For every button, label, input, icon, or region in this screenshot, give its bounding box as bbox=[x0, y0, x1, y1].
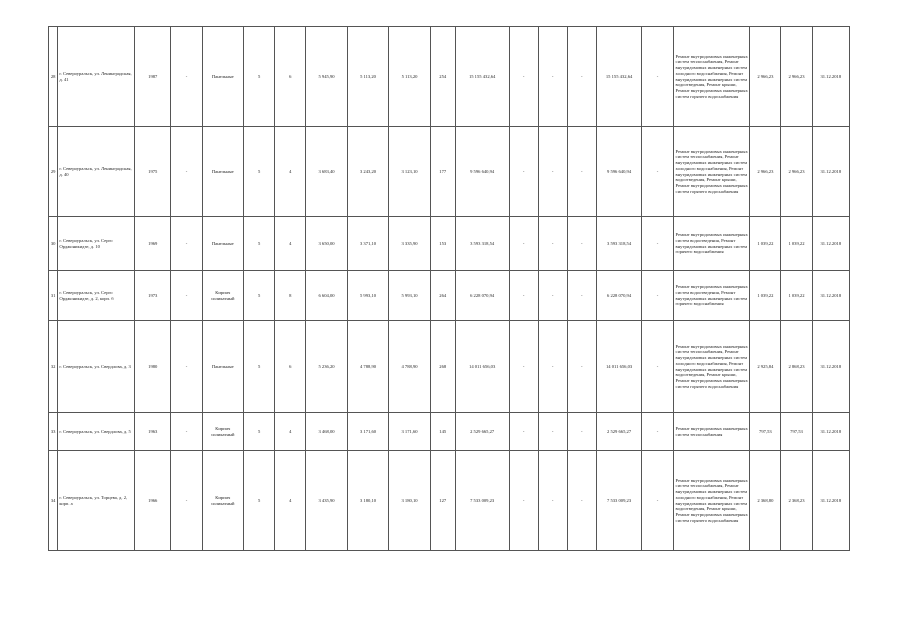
cell-a3: 3 335,90 bbox=[389, 217, 431, 271]
cell-fl: 5 bbox=[244, 321, 275, 413]
cell-year: 1963 bbox=[135, 413, 171, 451]
cell-cost: 2 529 665,27 bbox=[455, 413, 509, 451]
cell-fl: 5 bbox=[244, 413, 275, 451]
cell-e1: - bbox=[509, 127, 538, 217]
cell-e3: - bbox=[567, 413, 596, 451]
cell-date: 31.12.2018 bbox=[812, 27, 849, 127]
cell-cost: 6 228 070,94 bbox=[455, 271, 509, 321]
cell-c4: - bbox=[171, 27, 202, 127]
cell-p2: 2 368,23 bbox=[781, 451, 812, 551]
table-row bbox=[49, 127, 850, 217]
cell-p2: 2 966,23 bbox=[781, 127, 812, 217]
cell-a3: 3 180,10 bbox=[389, 451, 431, 551]
cell-res: 254 bbox=[430, 27, 455, 127]
cell-total: 7 533 009,23 bbox=[596, 451, 642, 551]
cell-res: 264 bbox=[430, 271, 455, 321]
table-row bbox=[49, 27, 850, 127]
table-row bbox=[49, 321, 850, 413]
cell-p1: 1 039,22 bbox=[750, 271, 781, 321]
cell-c4: - bbox=[171, 451, 202, 551]
cell-c4: - bbox=[171, 271, 202, 321]
cell-fl: 5 bbox=[244, 27, 275, 127]
cell-total: 6 228 070,94 bbox=[596, 271, 642, 321]
cell-n: 34 bbox=[49, 451, 58, 551]
cell-e1: - bbox=[509, 217, 538, 271]
cell-a3: 4 788,90 bbox=[389, 321, 431, 413]
cell-e3: - bbox=[567, 27, 596, 127]
cell-mat: Панельные bbox=[202, 217, 244, 271]
cell-fl: 5 bbox=[244, 271, 275, 321]
cell-ent: 8 bbox=[275, 271, 306, 321]
cell-p1: 2 966,23 bbox=[750, 27, 781, 127]
cell-total: 14 011 656,03 bbox=[596, 321, 642, 413]
cell-e1: - bbox=[509, 321, 538, 413]
cell-e4: - bbox=[642, 321, 673, 413]
cell-addr: г. Североуральск, ул. Серго Орджоникидзе, д. 10 bbox=[58, 217, 135, 271]
cell-a1: 5 236,20 bbox=[306, 321, 348, 413]
cell-fl: 5 bbox=[244, 451, 275, 551]
cell-a1: 3 468,00 bbox=[306, 413, 348, 451]
cell-works: Ремонт внутридомовых инженерных систем теплоснабжения, Ремонт внутридомовых инженерных систем холодного водоснабжения, Ремонт внутридомовых инженерных систем водоотведения, Ремонт крыши, Ремонт внутридомовых инженерных систем горячего водоснабжения bbox=[673, 451, 750, 551]
cell-e1: - bbox=[509, 451, 538, 551]
cell-a3: 3 171,60 bbox=[389, 413, 431, 451]
table-row bbox=[49, 413, 850, 451]
cell-cost: 9 596 640,94 bbox=[455, 127, 509, 217]
cell-a2: 5 113,20 bbox=[347, 27, 389, 127]
cell-date: 31.12.2018 bbox=[812, 451, 849, 551]
table-row bbox=[49, 271, 850, 321]
cell-e2: - bbox=[538, 217, 567, 271]
cell-n: 28 bbox=[49, 27, 58, 127]
capital-repair-table bbox=[48, 26, 850, 551]
cell-n: 30 bbox=[49, 217, 58, 271]
cell-works: Ремонт внутридомовых инженерных систем теплоснабжения, Ремонт внутридомовых инженерных систем холодного водоснабжения, Ремонт внутридомовых инженерных систем водоотведения, Ремонт крыши, Ремонт внутридомовых инженерных систем горячего водоснабжения bbox=[673, 127, 750, 217]
cell-e2: - bbox=[538, 27, 567, 127]
cell-n: 29 bbox=[49, 127, 58, 217]
cell-works: Ремонт внутридомовых инженерных систем теплоснабжения bbox=[673, 413, 750, 451]
cell-addr: г. Североуральск, ул. Ленинградская, д. 40 bbox=[58, 127, 135, 217]
cell-c4: - bbox=[171, 321, 202, 413]
cell-date: 31.12.2018 bbox=[812, 217, 849, 271]
cell-works: Ремонт внутридомовых инженерных систем теплоснабжения, Ремонт внутридомовых инженерных систем холодного водоснабжения, Ремонт внутридомовых инженерных систем водоотведения, Ремонт крыши, Ремонт внутридомовых инженерных систем горячего водоснабжения bbox=[673, 27, 750, 127]
cell-a2: 3 371,10 bbox=[347, 217, 389, 271]
cell-e4: - bbox=[642, 451, 673, 551]
cell-p2: 1 039,22 bbox=[781, 271, 812, 321]
cell-addr: г. Североуральск, ул. Свердлова, д. 5 bbox=[58, 413, 135, 451]
cell-a2: 4 788,90 bbox=[347, 321, 389, 413]
cell-a1: 3 435,90 bbox=[306, 451, 348, 551]
cell-e3: - bbox=[567, 321, 596, 413]
cell-fl: 5 bbox=[244, 217, 275, 271]
cell-e3: - bbox=[567, 217, 596, 271]
cell-ent: 4 bbox=[275, 217, 306, 271]
cell-mat: Кирпич силикатный bbox=[202, 271, 244, 321]
cell-ent: 6 bbox=[275, 321, 306, 413]
cell-c4: - bbox=[171, 413, 202, 451]
cell-e2: - bbox=[538, 413, 567, 451]
cell-e4: - bbox=[642, 413, 673, 451]
cell-date: 31.12.2018 bbox=[812, 127, 849, 217]
cell-works: Ремонт внутридомовых инженерных систем водоотведения, Ремонт внутридомовых инженерных систем горячего водоснабжения bbox=[673, 217, 750, 271]
cell-addr: г. Североуральск, ул. Ленинградская, д. 41 bbox=[58, 27, 135, 127]
cell-ent: 4 bbox=[275, 413, 306, 451]
cell-p1: 1 039,22 bbox=[750, 217, 781, 271]
cell-e2: - bbox=[538, 321, 567, 413]
cell-ent: 6 bbox=[275, 27, 306, 127]
cell-e1: - bbox=[509, 271, 538, 321]
cell-e2: - bbox=[538, 127, 567, 217]
cell-mat: Кирпич силикатный bbox=[202, 451, 244, 551]
cell-a3: 5 113,20 bbox=[389, 27, 431, 127]
cell-year: 1969 bbox=[135, 217, 171, 271]
cell-cost: 15 155 432,64 bbox=[455, 27, 509, 127]
cell-fl: 5 bbox=[244, 127, 275, 217]
cell-p2: 797,53 bbox=[781, 413, 812, 451]
cell-a3: 3 123,10 bbox=[389, 127, 431, 217]
cell-addr: г. Североуральск, ул. Свердлова, д. 3 bbox=[58, 321, 135, 413]
cell-a3: 5 993,10 bbox=[389, 271, 431, 321]
cell-res: 268 bbox=[430, 321, 455, 413]
cell-mat: Кирпич силикатный bbox=[202, 413, 244, 451]
cell-e2: - bbox=[538, 451, 567, 551]
cell-e4: - bbox=[642, 27, 673, 127]
table-row bbox=[49, 451, 850, 551]
cell-res: 127 bbox=[430, 451, 455, 551]
cell-works: Ремонт внутридомовых инженерных систем водоотведения, Ремонт внутридомовых инженерных систем горячего водоснабжения bbox=[673, 271, 750, 321]
cell-e3: - bbox=[567, 451, 596, 551]
cell-n: 32 bbox=[49, 321, 58, 413]
cell-ent: 4 bbox=[275, 127, 306, 217]
cell-p1: 797,53 bbox=[750, 413, 781, 451]
cell-a2: 3 243,20 bbox=[347, 127, 389, 217]
cell-a2: 3 180,10 bbox=[347, 451, 389, 551]
cell-addr: г. Североуральск, ул. Торцева, д. 2, корп. а bbox=[58, 451, 135, 551]
cell-p2: 2 868,23 bbox=[781, 321, 812, 413]
cell-c4: - bbox=[171, 217, 202, 271]
cell-a1: 6 604,00 bbox=[306, 271, 348, 321]
cell-year: 1973 bbox=[135, 271, 171, 321]
cell-e3: - bbox=[567, 271, 596, 321]
cell-res: 145 bbox=[430, 413, 455, 451]
cell-res: 153 bbox=[430, 217, 455, 271]
cell-a1: 3 650,00 bbox=[306, 217, 348, 271]
cell-e2: - bbox=[538, 271, 567, 321]
cell-cost: 3 593 318,54 bbox=[455, 217, 509, 271]
cell-a1: 5 945,90 bbox=[306, 27, 348, 127]
cell-year: 1987 bbox=[135, 27, 171, 127]
cell-year: 1975 bbox=[135, 127, 171, 217]
cell-res: 177 bbox=[430, 127, 455, 217]
cell-e4: - bbox=[642, 271, 673, 321]
cell-ent: 4 bbox=[275, 451, 306, 551]
cell-mat: Панельные bbox=[202, 321, 244, 413]
cell-total: 15 155 432,64 bbox=[596, 27, 642, 127]
document-page bbox=[48, 26, 850, 551]
cell-e4: - bbox=[642, 217, 673, 271]
table-row bbox=[49, 217, 850, 271]
cell-e1: - bbox=[509, 413, 538, 451]
cell-a1: 3 683,40 bbox=[306, 127, 348, 217]
cell-date: 31.12.2018 bbox=[812, 321, 849, 413]
cell-total: 9 596 640,94 bbox=[596, 127, 642, 217]
cell-date: 31.12.2018 bbox=[812, 271, 849, 321]
cell-year: 1966 bbox=[135, 451, 171, 551]
cell-a2: 5 993,10 bbox=[347, 271, 389, 321]
cell-p2: 1 039,22 bbox=[781, 217, 812, 271]
cell-total: 2 529 665,27 bbox=[596, 413, 642, 451]
cell-year: 1980 bbox=[135, 321, 171, 413]
cell-n: 33 bbox=[49, 413, 58, 451]
cell-e1: - bbox=[509, 27, 538, 127]
cell-e3: - bbox=[567, 127, 596, 217]
cell-cost: 7 533 009,23 bbox=[455, 451, 509, 551]
cell-p1: 2 368,80 bbox=[750, 451, 781, 551]
cell-total: 3 593 318,54 bbox=[596, 217, 642, 271]
cell-p1: 2 925,84 bbox=[750, 321, 781, 413]
cell-p1: 2 966,23 bbox=[750, 127, 781, 217]
cell-addr: г. Североуральск, ул. Серго Орджоникидзе, д. 2, корп. б bbox=[58, 271, 135, 321]
cell-mat: Панельные bbox=[202, 27, 244, 127]
cell-c4: - bbox=[171, 127, 202, 217]
cell-n: 31 bbox=[49, 271, 58, 321]
cell-works: Ремонт внутридомовых инженерных систем теплоснабжения, Ремонт внутридомовых инженерных систем холодного водоснабжения, Ремонт внутридомовых инженерных систем водоотведения, Ремонт крыши, Ремонт внутридомовых инженерных систем горячего водоснабжения bbox=[673, 321, 750, 413]
cell-a2: 3 171,60 bbox=[347, 413, 389, 451]
cell-p2: 2 966,23 bbox=[781, 27, 812, 127]
cell-e4: - bbox=[642, 127, 673, 217]
cell-mat: Панельные bbox=[202, 127, 244, 217]
cell-date: 31.12.2018 bbox=[812, 413, 849, 451]
cell-cost: 14 011 656,03 bbox=[455, 321, 509, 413]
